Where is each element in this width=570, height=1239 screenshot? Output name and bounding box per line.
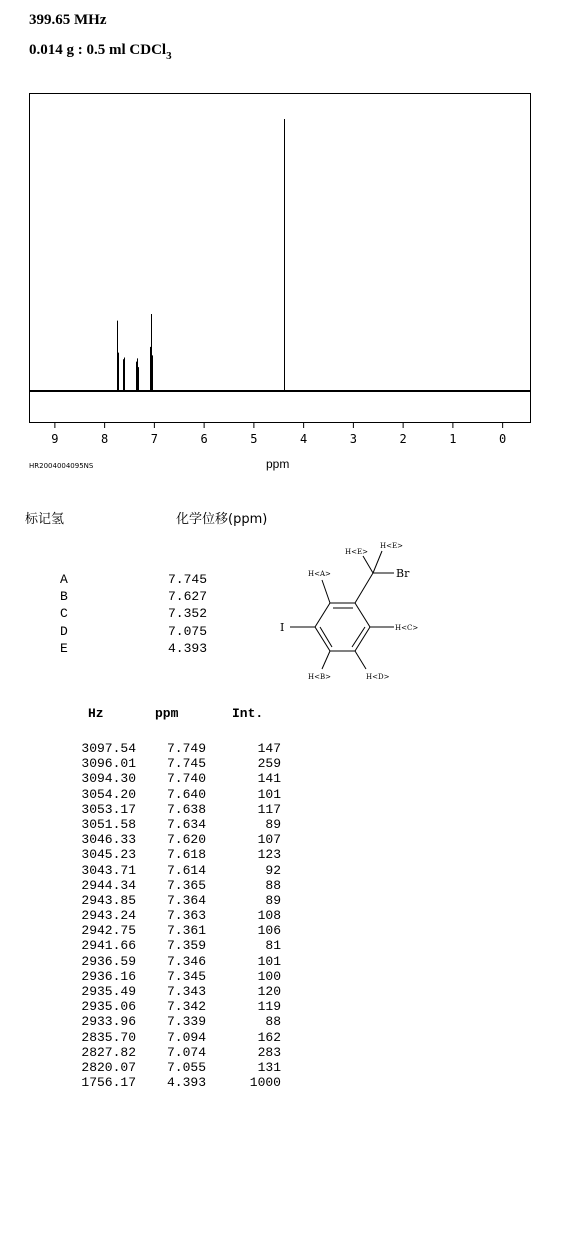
int-column-header: Int.: [232, 706, 264, 721]
hz-cell: 3046.33: [81, 832, 136, 848]
assignment-row: [60, 605, 207, 622]
table-row: [60, 923, 281, 938]
int-cell: 88: [265, 877, 281, 893]
chemical-shift: 7.075: [168, 623, 208, 639]
hz-cell: 2827.82: [81, 1044, 136, 1060]
hz-cell: 1756.17: [81, 1075, 136, 1091]
table-row: [60, 999, 281, 1014]
ppm-cell: 7.363: [166, 908, 206, 924]
chemical-shift: 7.627: [168, 589, 208, 605]
table-row: [60, 878, 281, 893]
table-row: [60, 756, 281, 771]
table-row: [60, 741, 281, 756]
int-cell: 283: [257, 1044, 281, 1060]
assignment-table: [60, 571, 207, 657]
chemical-shift: 7.352: [168, 606, 208, 622]
table-row: [60, 1030, 281, 1045]
ppm-cell: 7.343: [166, 984, 206, 999]
ppm-cell: 7.359: [166, 938, 206, 954]
table-row: [60, 938, 281, 953]
int-cell: 147: [257, 741, 281, 756]
ring-bond: [315, 603, 330, 627]
bromine-label: Br: [396, 567, 410, 580]
sample-subscript: 3: [166, 50, 172, 62]
x-tick-label: 9: [51, 432, 59, 446]
int-cell: 81: [265, 938, 281, 954]
table-row: [60, 863, 281, 878]
ppm-cell: 7.094: [166, 1029, 206, 1045]
ppm-cell: 7.339: [166, 1014, 206, 1030]
ppm-cell: 7.620: [166, 832, 206, 848]
x-axis-label: ppm: [266, 457, 290, 471]
hydrogen-d-label: H<D>: [366, 673, 390, 681]
hz-cell: 2933.96: [81, 1014, 136, 1030]
ppm-cell: 7.638: [166, 801, 206, 817]
table-row: [60, 817, 281, 832]
int-cell: 89: [265, 892, 281, 908]
hydrogen-a-label: H<A>: [308, 570, 331, 578]
assignment-label-header: 标记氢: [25, 512, 65, 527]
chemical-shift: 7.745: [168, 572, 208, 587]
int-cell: 92: [265, 862, 281, 878]
hz-cell: 2935.06: [81, 999, 136, 1015]
assignment-row: [60, 571, 207, 588]
x-tick-label: 5: [250, 432, 258, 446]
x-tick-label: 4: [300, 432, 308, 446]
int-cell: 117: [257, 801, 281, 817]
x-tick-label: 3: [349, 432, 358, 446]
table-row: [60, 832, 281, 847]
hz-cell: 2941.66: [81, 938, 136, 954]
ppm-cell: 7.364: [166, 892, 206, 908]
hz-cell: 3096.01: [81, 756, 136, 772]
table-row: [60, 1075, 281, 1090]
ppm-cell: 7.749: [166, 741, 206, 756]
int-cell: 131: [257, 1059, 281, 1075]
double-bond-inner: [352, 627, 365, 647]
ppm-cell: 7.074: [166, 1044, 206, 1060]
hydrogen-label: A: [60, 572, 68, 587]
hz-cell: 2944.34: [81, 877, 136, 893]
int-cell: 101: [257, 953, 281, 969]
molecule-structure: [270, 536, 430, 686]
table-row: [60, 802, 281, 817]
ppm-cell: 7.745: [166, 756, 206, 772]
hz-cell: 2942.75: [81, 923, 136, 939]
ppm-cell: 7.634: [166, 816, 206, 832]
x-tick-label: 8: [101, 432, 109, 446]
assignment-row: [60, 640, 207, 657]
table-row: [60, 908, 281, 923]
int-cell: 123: [257, 847, 281, 863]
ppm-cell: 4.393: [166, 1075, 206, 1091]
hydrogen-e2-label: H<E>: [380, 542, 403, 550]
table-row: [60, 969, 281, 984]
hz-cell: 2943.85: [81, 892, 136, 908]
hz-cell: 3043.71: [81, 862, 136, 878]
int-cell: 162: [257, 1029, 281, 1045]
ring-bond: [355, 603, 370, 627]
x-tick-label: 2: [399, 432, 407, 446]
hz-cell: 3054.20: [81, 786, 136, 802]
ppm-cell: 7.342: [166, 999, 206, 1015]
hydrogen-b-label: H<B>: [308, 673, 331, 681]
ppm-cell: 7.361: [166, 923, 206, 939]
hydrogen-label: E: [60, 640, 68, 656]
ppm-column-header: ppm: [155, 706, 179, 721]
int-cell: 119: [257, 999, 281, 1015]
c-he1-bond: [363, 556, 373, 573]
c-ha-bond: [322, 580, 330, 603]
int-cell: 259: [257, 756, 281, 772]
x-tick-label: 0: [499, 432, 507, 446]
table-row: [60, 787, 281, 802]
c-he2-bond: [373, 551, 382, 573]
chemical-shift: 4.393: [168, 640, 208, 656]
x-tick-label: 6: [200, 432, 208, 446]
table-row: [60, 893, 281, 908]
ppm-cell: 7.055: [166, 1059, 206, 1075]
hydrogen-c-label: H<C>: [395, 624, 419, 632]
table-row: [60, 1060, 281, 1075]
int-cell: 120: [257, 984, 281, 999]
nmr-spectrum-chart: [0, 0, 570, 480]
int-cell: 88: [265, 1014, 281, 1030]
c-hd-bond: [355, 651, 366, 669]
table-row: [60, 1014, 281, 1029]
hz-cell: 2936.59: [81, 953, 136, 969]
iodine-label: I: [280, 621, 285, 634]
int-cell: 106: [257, 923, 281, 939]
table-row: [60, 1045, 281, 1060]
table-row: [60, 954, 281, 969]
int-cell: 1000: [249, 1075, 281, 1091]
hz-cell: 2935.49: [81, 984, 136, 999]
int-cell: 100: [257, 968, 281, 984]
hydrogen-e1-label: H<E>: [345, 548, 368, 556]
assignment-row: [60, 588, 207, 605]
hz-cell: 2943.24: [81, 908, 136, 924]
assignment-shift-header: 化学位移(ppm): [176, 512, 268, 527]
hz-cell: 2835.70: [81, 1029, 136, 1045]
int-cell: 107: [257, 832, 281, 848]
peak-list-table: [60, 741, 281, 1090]
ppm-cell: 7.740: [166, 771, 206, 787]
table-row: [60, 771, 281, 786]
hz-column-header: Hz: [88, 706, 104, 721]
hydrogen-label: C: [60, 606, 68, 622]
x-tick-label: 7: [150, 432, 158, 446]
hydrogen-label: B: [60, 589, 68, 605]
assignment-row: [60, 623, 207, 640]
ring-to-ch2-bond: [355, 573, 373, 603]
spectrometer-frequency: 399.65 MHz: [29, 12, 107, 28]
ppm-cell: 7.614: [166, 862, 206, 878]
hz-cell: 3053.17: [81, 801, 136, 817]
hz-cell: 2820.07: [81, 1059, 136, 1075]
hydrogen-label: D: [60, 623, 68, 639]
ppm-cell: 7.346: [166, 953, 206, 969]
ppm-cell: 7.640: [166, 786, 206, 802]
hz-cell: 2936.16: [81, 968, 136, 984]
int-cell: 141: [257, 771, 281, 787]
table-row: [60, 984, 281, 999]
int-cell: 89: [265, 816, 281, 832]
spectrum-code: HR2004004095NS: [29, 462, 94, 470]
c-hb-bond: [322, 651, 330, 669]
sample-text: 0.014 g : 0.5 ml CDCl: [29, 42, 167, 58]
hz-cell: 3097.54: [81, 741, 136, 756]
hz-cell: 3045.23: [81, 847, 136, 863]
ppm-cell: 7.365: [166, 877, 206, 893]
hz-cell: 3094.30: [81, 771, 136, 787]
int-cell: 101: [257, 786, 281, 802]
int-cell: 108: [257, 908, 281, 924]
hz-cell: 3051.58: [81, 816, 136, 832]
ppm-cell: 7.345: [166, 968, 206, 984]
x-tick-label: 1: [449, 432, 457, 446]
table-row: [60, 847, 281, 862]
plot-frame: [30, 94, 531, 423]
ppm-cell: 7.618: [166, 847, 206, 863]
